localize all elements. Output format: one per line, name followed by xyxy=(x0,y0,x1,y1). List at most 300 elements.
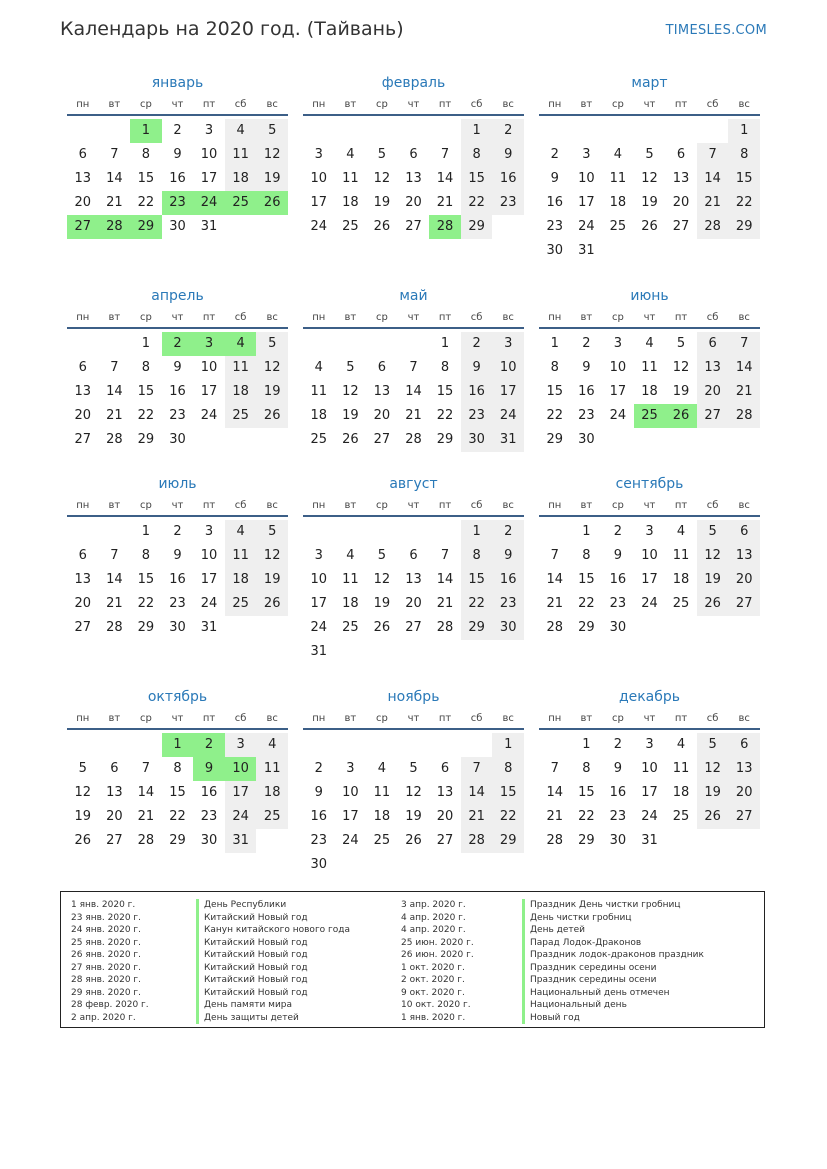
day-cell: 13 xyxy=(373,384,391,399)
day-cell: 23 xyxy=(609,809,627,824)
day-cell: 18 xyxy=(342,195,359,210)
day-cell: 23 xyxy=(310,833,328,848)
day-cell: 19 xyxy=(405,809,422,824)
day-cell: 19 xyxy=(373,596,391,611)
day-cell: 2 xyxy=(613,737,623,752)
legend-date: 26 июн. 2020 г. xyxy=(401,950,474,960)
day-cell: 10 xyxy=(310,572,328,587)
empty-cell xyxy=(366,520,398,544)
weekday-label: вс xyxy=(266,312,278,323)
empty-cell xyxy=(398,733,430,757)
day-cell: 21 xyxy=(546,809,564,824)
weekday-label: вс xyxy=(738,99,750,110)
month-2 xyxy=(303,72,524,239)
month-name: март xyxy=(631,75,668,91)
site-link[interactable]: TIMESLES.COM xyxy=(665,23,767,38)
weekday-label: пт xyxy=(202,99,216,110)
day-cell: 30 xyxy=(578,432,595,447)
day-cell: 4 xyxy=(377,761,387,776)
empty-cell xyxy=(335,332,367,356)
day-cell: 26 xyxy=(697,805,729,829)
day-cell: 5 xyxy=(256,119,288,143)
month-4 xyxy=(67,285,288,452)
day-cell: 13 xyxy=(697,356,729,380)
day-cell: 15 xyxy=(137,171,155,186)
month-name: февраль xyxy=(381,75,446,91)
day-cell: 11 xyxy=(225,143,257,167)
day-cell: 24 xyxy=(492,404,524,428)
day-cell: 17 xyxy=(641,785,658,800)
day-cell: 16 xyxy=(310,809,328,824)
day-cell: 24 xyxy=(310,620,328,635)
day-cell: 12 xyxy=(256,544,288,568)
day-cell: 29 xyxy=(137,432,155,447)
day-cell: 29 xyxy=(578,620,595,635)
day-cell: 8 xyxy=(440,360,450,375)
day-grid xyxy=(67,116,288,239)
weekday-label: ср xyxy=(375,312,388,323)
weekday-label: пн xyxy=(548,99,562,110)
day-cell: 27 xyxy=(373,432,391,447)
day-cell: 28 xyxy=(546,620,564,635)
weekday-label: вт xyxy=(108,99,121,110)
empty-cell xyxy=(429,520,461,544)
day-cell: 11 xyxy=(672,761,690,776)
day-cell: 5 xyxy=(256,332,288,356)
day-cell: 24 xyxy=(641,596,658,611)
day-cell: 14 xyxy=(436,171,454,186)
day-cell: 28 xyxy=(106,620,123,635)
day-cell: 11 xyxy=(310,384,328,399)
day-cell: 12 xyxy=(256,143,288,167)
day-cell: 6 xyxy=(78,147,87,162)
legend-holiday-name: Новый год xyxy=(522,1012,704,1025)
weekday-label: чт xyxy=(643,500,656,511)
day-cell: 23 xyxy=(461,404,493,428)
legend-holiday-name: День чистки гробниц xyxy=(522,912,704,925)
day-cell: 18 xyxy=(672,785,690,800)
day-cell: 19 xyxy=(697,781,729,805)
day-cell: 28 xyxy=(697,215,729,239)
weekday-label: пт xyxy=(438,713,452,724)
day-grid xyxy=(303,116,524,239)
legend-names-left xyxy=(196,899,350,1024)
day-cell: 29 xyxy=(578,833,595,848)
day-cell: 12 xyxy=(373,572,391,587)
weekday-label: пт xyxy=(202,312,216,323)
empty-cell xyxy=(366,119,398,143)
day-cell: 5 xyxy=(78,761,87,776)
day-cell: 8 xyxy=(728,143,760,167)
month-5 xyxy=(303,285,524,452)
holiday-day-cell: 2 xyxy=(193,733,225,757)
legend-holiday-name: Китайский Новый год xyxy=(196,912,350,925)
day-cell: 6 xyxy=(440,761,450,776)
day-cell: 20 xyxy=(405,195,422,210)
day-cell: 15 xyxy=(461,568,493,592)
day-cell: 5 xyxy=(676,336,686,351)
day-cell: 1 xyxy=(461,520,493,544)
weekday-label: вс xyxy=(738,713,750,724)
day-cell: 17 xyxy=(310,596,328,611)
empty-cell xyxy=(429,119,461,143)
legend-holiday-name: Праздник середины осени xyxy=(522,962,704,975)
weekday-label: пт xyxy=(202,713,216,724)
day-cell: 21 xyxy=(405,408,422,423)
day-cell: 7 xyxy=(550,548,559,563)
weekday-label: вс xyxy=(502,500,514,511)
month-name: август xyxy=(389,476,438,492)
empty-cell xyxy=(99,332,131,356)
day-cell: 7 xyxy=(440,548,450,563)
holiday-day-cell: 25 xyxy=(634,404,666,428)
legend-holiday-name: Парад Лодок-Драконов xyxy=(522,937,704,950)
legend-date: 25 июн. 2020 г. xyxy=(401,937,474,948)
weekday-label: ср xyxy=(611,713,624,724)
day-cell: 6 xyxy=(697,332,729,356)
month-name: июнь xyxy=(630,288,669,304)
day-grid xyxy=(539,517,760,640)
day-cell: 2 xyxy=(173,123,182,138)
weekday-label: вт xyxy=(108,713,121,724)
day-cell: 25 xyxy=(373,833,391,848)
legend-date: 28 янв. 2020 г. xyxy=(71,975,141,985)
day-cell: 8 xyxy=(173,761,182,776)
day-grid xyxy=(303,730,524,877)
day-cell: 16 xyxy=(609,572,627,587)
day-cell: 13 xyxy=(672,171,690,186)
day-cell: 3 xyxy=(204,123,214,138)
day-cell: 23 xyxy=(492,191,524,215)
day-cell: 30 xyxy=(200,833,218,848)
weekday-label: пн xyxy=(312,99,326,110)
weekday-label: ср xyxy=(375,99,388,110)
holiday-day-cell: 26 xyxy=(665,404,697,428)
day-cell: 23 xyxy=(546,219,564,234)
weekday-label: пн xyxy=(76,713,90,724)
day-cell: 20 xyxy=(74,596,92,611)
weekday-header xyxy=(539,309,760,329)
weekday-label: чт xyxy=(643,312,656,323)
day-cell: 13 xyxy=(405,572,422,587)
weekday-label: пн xyxy=(312,312,326,323)
day-cell: 17 xyxy=(225,781,257,805)
day-cell: 22 xyxy=(436,408,454,423)
weekday-label: вт xyxy=(344,500,357,511)
day-cell: 29 xyxy=(137,620,155,635)
day-cell: 29 xyxy=(728,215,760,239)
day-cell: 18 xyxy=(373,809,391,824)
day-cell: 5 xyxy=(697,520,729,544)
day-cell: 2 xyxy=(461,332,493,356)
legend-holiday-name: День защиты детей xyxy=(196,1012,350,1025)
day-cell: 27 xyxy=(74,620,92,635)
day-cell: 28 xyxy=(728,404,760,428)
day-cell: 22 xyxy=(169,809,186,824)
day-cell: 21 xyxy=(137,809,155,824)
day-grid xyxy=(303,517,524,664)
weekday-label: вт xyxy=(344,99,357,110)
day-cell: 1 xyxy=(582,737,591,752)
day-cell: 20 xyxy=(728,568,760,592)
weekday-label: вт xyxy=(580,713,593,724)
weekday-label: вт xyxy=(344,312,357,323)
day-cell: 27 xyxy=(106,833,123,848)
month-10 xyxy=(67,686,288,853)
weekday-label: пн xyxy=(76,99,90,110)
day-cell: 30 xyxy=(169,432,186,447)
day-cell: 31 xyxy=(641,833,658,848)
day-cell: 26 xyxy=(373,620,391,635)
legend-date: 3 апр. 2020 г. xyxy=(401,900,466,910)
holiday-day-cell: 3 xyxy=(193,332,225,356)
day-cell: 6 xyxy=(409,147,418,162)
day-cell: 7 xyxy=(141,761,151,776)
legend-date: 29 янв. 2020 г. xyxy=(71,987,141,998)
day-cell: 11 xyxy=(342,171,359,186)
weekday-label: чт xyxy=(407,312,420,323)
month-6 xyxy=(539,285,760,452)
day-cell: 9 xyxy=(173,147,182,162)
legend-date: 2 апр. 2020 г. xyxy=(71,1012,136,1023)
day-cell: 26 xyxy=(697,592,729,616)
weekday-label: пт xyxy=(674,713,688,724)
weekday-label: сб xyxy=(470,713,483,724)
day-cell: 2 xyxy=(492,520,524,544)
empty-cell xyxy=(67,332,99,356)
day-cell: 8 xyxy=(141,548,151,563)
weekday-label: чт xyxy=(407,713,420,724)
day-cell: 22 xyxy=(578,809,595,824)
day-cell: 7 xyxy=(697,143,729,167)
legend-date: 4 апр. 2020 г. xyxy=(401,925,466,935)
month-9 xyxy=(539,473,760,640)
day-cell: 12 xyxy=(672,360,690,375)
holiday-day-cell: 25 xyxy=(225,191,257,215)
day-cell: 23 xyxy=(578,408,595,423)
day-cell: 3 xyxy=(314,147,323,162)
day-cell: 22 xyxy=(137,195,155,210)
legend-holiday-name: Китайский Новый год xyxy=(196,987,350,1000)
day-cell: 16 xyxy=(169,572,186,587)
weekday-label: пт xyxy=(674,99,688,110)
month-name: апрель xyxy=(151,288,204,304)
weekday-label: вс xyxy=(738,500,750,511)
legend-date: 1 янв. 2020 г. xyxy=(71,900,136,910)
day-cell: 15 xyxy=(137,384,155,399)
day-cell: 30 xyxy=(169,219,186,234)
day-cell: 21 xyxy=(436,596,454,611)
day-cell: 12 xyxy=(74,785,92,800)
day-cell: 25 xyxy=(256,805,288,829)
page-title: Календарь на 2020 год. (Тайвань) xyxy=(60,18,404,40)
day-cell: 19 xyxy=(641,195,658,210)
weekday-label: вт xyxy=(344,713,357,724)
day-cell: 16 xyxy=(461,380,493,404)
day-grid xyxy=(539,116,760,263)
day-cell: 30 xyxy=(546,243,564,258)
day-cell: 20 xyxy=(405,596,422,611)
day-cell: 21 xyxy=(106,408,123,423)
empty-cell xyxy=(398,119,430,143)
day-cell: 7 xyxy=(550,761,559,776)
day-cell: 3 xyxy=(314,548,323,563)
day-cell: 2 xyxy=(550,147,559,162)
day-cell: 31 xyxy=(310,644,328,659)
empty-cell xyxy=(602,119,634,143)
holiday-day-cell: 23 xyxy=(162,191,194,215)
day-cell: 16 xyxy=(492,167,524,191)
day-cell: 10 xyxy=(200,548,218,563)
day-cell: 19 xyxy=(256,568,288,592)
day-cell: 22 xyxy=(728,191,760,215)
day-cell: 27 xyxy=(436,833,454,848)
legend-date: 9 окт. 2020 г. xyxy=(401,987,465,998)
day-cell: 18 xyxy=(342,596,359,611)
month-name: сентябрь xyxy=(615,476,684,492)
day-cell: 29 xyxy=(546,432,564,447)
day-cell: 12 xyxy=(641,171,658,186)
month-name: декабрь xyxy=(618,689,681,705)
day-cell: 8 xyxy=(461,544,493,568)
day-cell: 18 xyxy=(256,781,288,805)
day-cell: 20 xyxy=(373,408,391,423)
holiday-legend xyxy=(60,891,765,1028)
weekday-label: ср xyxy=(139,500,152,511)
day-cell: 13 xyxy=(106,785,123,800)
legend-holiday-name: Праздник середины осени xyxy=(522,974,704,987)
day-cell: 24 xyxy=(225,805,257,829)
day-cell: 14 xyxy=(546,785,564,800)
day-cell: 21 xyxy=(461,805,493,829)
day-cell: 27 xyxy=(405,620,422,635)
legend-names-right xyxy=(522,899,704,1024)
weekday-label: ср xyxy=(139,99,152,110)
day-cell: 19 xyxy=(373,195,391,210)
weekday-header xyxy=(539,497,760,517)
legend-date: 2 окт. 2020 г. xyxy=(401,975,465,985)
weekday-label: пн xyxy=(548,500,562,511)
weekday-label: пн xyxy=(312,500,326,511)
day-cell: 16 xyxy=(609,785,627,800)
day-cell: 8 xyxy=(461,143,493,167)
weekday-header xyxy=(67,96,288,116)
day-cell: 13 xyxy=(74,171,92,186)
empty-cell xyxy=(99,733,131,757)
month-12 xyxy=(539,686,760,853)
day-cell: 29 xyxy=(492,829,524,853)
day-cell: 26 xyxy=(405,833,422,848)
day-cell: 16 xyxy=(546,195,564,210)
day-cell: 9 xyxy=(492,143,524,167)
day-cell: 28 xyxy=(137,833,155,848)
legend-holiday-name: Национальный день xyxy=(522,999,704,1012)
day-cell: 13 xyxy=(74,384,92,399)
day-cell: 24 xyxy=(200,408,218,423)
day-grid xyxy=(67,730,288,853)
day-cell: 7 xyxy=(110,360,119,375)
day-cell: 1 xyxy=(582,524,591,539)
day-cell: 11 xyxy=(256,757,288,781)
day-cell: 28 xyxy=(436,620,454,635)
day-cell: 18 xyxy=(641,384,658,399)
day-cell: 20 xyxy=(74,408,92,423)
day-cell: 22 xyxy=(137,596,155,611)
day-cell: 23 xyxy=(609,596,627,611)
day-cell: 10 xyxy=(609,360,627,375)
day-grid xyxy=(67,517,288,640)
day-cell: 20 xyxy=(436,809,454,824)
day-cell: 30 xyxy=(609,620,627,635)
legend-date: 23 янв. 2020 г. xyxy=(71,912,141,923)
day-cell: 11 xyxy=(609,171,627,186)
weekday-label: сб xyxy=(234,500,247,511)
weekday-label: пт xyxy=(674,500,688,511)
weekday-label: чт xyxy=(171,99,184,110)
day-cell: 16 xyxy=(200,785,218,800)
day-cell: 15 xyxy=(137,572,155,587)
day-cell: 2 xyxy=(492,119,524,143)
weekday-label: вс xyxy=(738,312,750,323)
day-cell: 28 xyxy=(106,432,123,447)
day-cell: 24 xyxy=(342,833,359,848)
day-cell: 6 xyxy=(728,520,760,544)
day-cell: 13 xyxy=(405,171,422,186)
day-cell: 27 xyxy=(728,805,760,829)
day-cell: 8 xyxy=(141,360,151,375)
weekday-header xyxy=(67,497,288,517)
day-cell: 15 xyxy=(728,167,760,191)
day-cell: 10 xyxy=(310,171,328,186)
legend-holiday-name: Китайский Новый год xyxy=(196,949,350,962)
empty-cell xyxy=(335,520,367,544)
day-cell: 25 xyxy=(225,404,257,428)
weekday-label: пт xyxy=(674,312,688,323)
day-cell: 4 xyxy=(346,147,355,162)
day-cell: 8 xyxy=(582,761,591,776)
day-cell: 1 xyxy=(141,524,151,539)
day-cell: 26 xyxy=(256,404,288,428)
weekday-label: сб xyxy=(234,99,247,110)
day-cell: 31 xyxy=(225,829,257,853)
day-cell: 13 xyxy=(728,544,760,568)
day-cell: 10 xyxy=(578,171,595,186)
weekday-label: вт xyxy=(580,500,593,511)
day-cell: 12 xyxy=(342,384,359,399)
weekday-label: вс xyxy=(266,500,278,511)
day-cell: 18 xyxy=(672,572,690,587)
holiday-day-cell: 1 xyxy=(162,733,194,757)
day-cell: 6 xyxy=(78,360,87,375)
day-cell: 14 xyxy=(106,572,123,587)
day-cell: 29 xyxy=(436,432,454,447)
day-cell: 3 xyxy=(582,147,591,162)
empty-cell xyxy=(99,520,131,544)
day-cell: 23 xyxy=(169,596,186,611)
day-cell: 14 xyxy=(106,384,123,399)
weekday-label: сб xyxy=(706,500,719,511)
day-cell: 9 xyxy=(613,548,623,563)
day-cell: 24 xyxy=(609,408,627,423)
weekday-label: чт xyxy=(171,312,184,323)
day-cell: 11 xyxy=(641,360,658,375)
empty-cell xyxy=(665,119,697,143)
weekday-label: ср xyxy=(375,713,388,724)
weekday-label: сб xyxy=(234,713,247,724)
empty-cell xyxy=(539,520,571,544)
day-cell: 19 xyxy=(342,408,359,423)
day-cell: 19 xyxy=(672,384,690,399)
